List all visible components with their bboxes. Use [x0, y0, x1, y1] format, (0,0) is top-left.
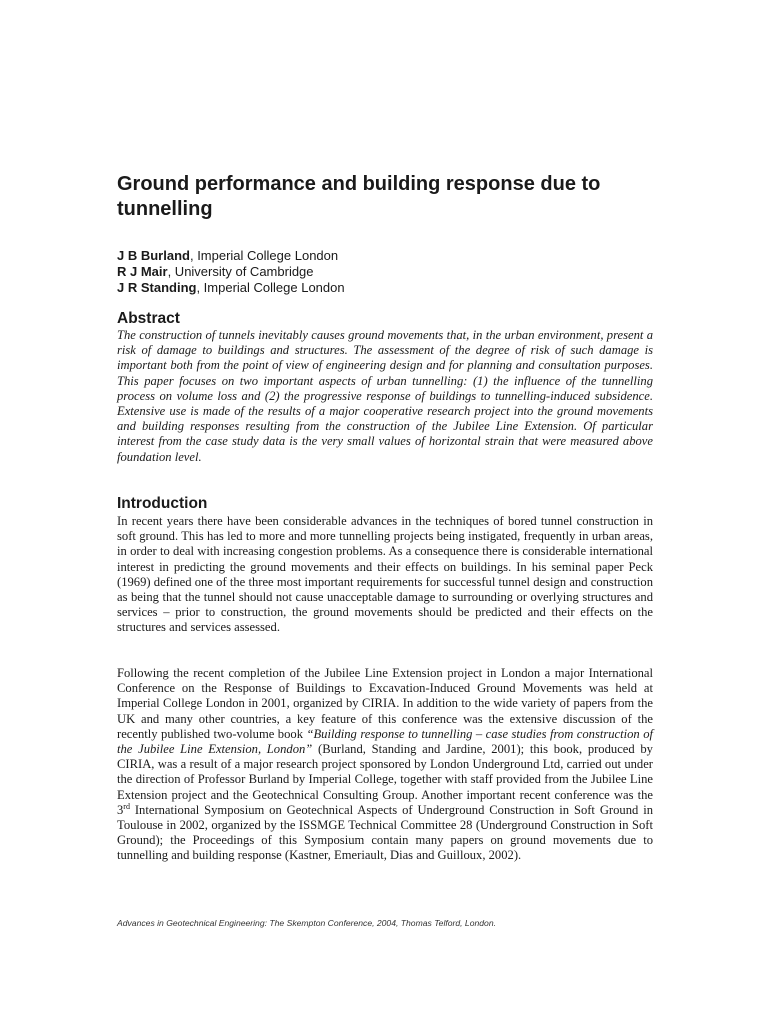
abstract-heading: Abstract	[117, 310, 180, 327]
author-line	[117, 264, 657, 280]
introduction-paragraph-2	[117, 666, 653, 864]
author-affiliation: , University of Cambridge	[167, 264, 314, 279]
introduction-paragraph-1: In recent years there have been considerable advances in the techniques of bored tunnel construction in soft ground. This has led to more and more tunnelling projects being instigated, frequently in urban areas, in order to deal with increasing congestion problems. As a consequence there is considerable international interest in predicting the ground movements and their effects on buildings. In his seminal paper Peck (1969) defined one of the three most important requirements for successful tunnel design and construction as being that the tunnel should not cause unacceptable damage to surrounding or overlying structures and services – prior to construction, the ground movements should be predicted and their effects on the structures and services assessed.	[117, 514, 653, 635]
author-name: J R Standing	[117, 280, 197, 295]
author-name: R J Mair	[117, 264, 168, 279]
author-affiliation: , Imperial College London	[189, 248, 339, 263]
author-list	[117, 248, 657, 296]
footer-citation: Advances in Geotechnical Engineering: The Skempton Conference, 2004, Thomas Telford, London.	[117, 918, 496, 928]
author-name: J B Burland	[117, 248, 190, 263]
author-line	[117, 280, 657, 296]
book-title: “Building response to tunnelling – case studies from construction of the Jubilee Line Extension, London”	[117, 726, 653, 757]
ordinal-superscript: rd	[123, 801, 130, 811]
author-line	[117, 248, 657, 264]
paper-title: Ground performance and building response due to tunnelling	[117, 173, 601, 220]
paragraph-text: International Symposium on Geotechnical Aspects of Underground Construction in Soft Ground in Toulouse in 2002, organized by the ISSMGE Technical Committee 28 (Underground Construction in Soft Ground); the Proceedings of this Symposium contain many papers on ground movements due to tunnelling and building response (Kastner, Emeriault, Dias and Guilloux, 2002).	[117, 802, 653, 863]
introduction-heading: Introduction	[117, 495, 208, 512]
abstract-text: The construction of tunnels inevitably causes ground movements that, in the urban environment, present a risk of damage to buildings and structures. The assessment of the degree of risk of such damage is important both from the point of view of engineering design and for planning and consultation purposes. This paper focuses on two important aspects of urban tunnelling: (1) the influence of the tunnelling process on volume loss and (2) the progressive response of buildings to tunnelling-induced subsidence. Extensive use is made of the results of a major cooperative research project into the ground movements and building responses resulting from the construction of the Jubilee Line Extension. Of particular interest from the case study data is the very small values of horizontal strain that were measured above foundation level.	[117, 328, 653, 464]
paragraph-text: (Burland, Standing and Jardine, 2001); this book, produced by CIRIA, was a result of a major research project sponsored by London Underground Ltd, carried out under the direction of Professor Burland by Imperial College, together with staff provided from the Jubilee Line Extension project and the Geotechnical Consulting Group. Another important recent conference was the 3	[117, 742, 653, 817]
paragraph-text: Following the recent completion of the Jubilee Line Extension project in London a major International Conference on the Response of Buildings to Excavation-Induced Ground Movements was held at Imperial College London in 2001, organized by CIRIA. In addition to the wide variety of papers from the UK and many other countries, a key feature of this conference was the extensive discussion of the recently published two-volume book	[117, 666, 653, 741]
author-affiliation: , Imperial College London	[196, 280, 345, 295]
